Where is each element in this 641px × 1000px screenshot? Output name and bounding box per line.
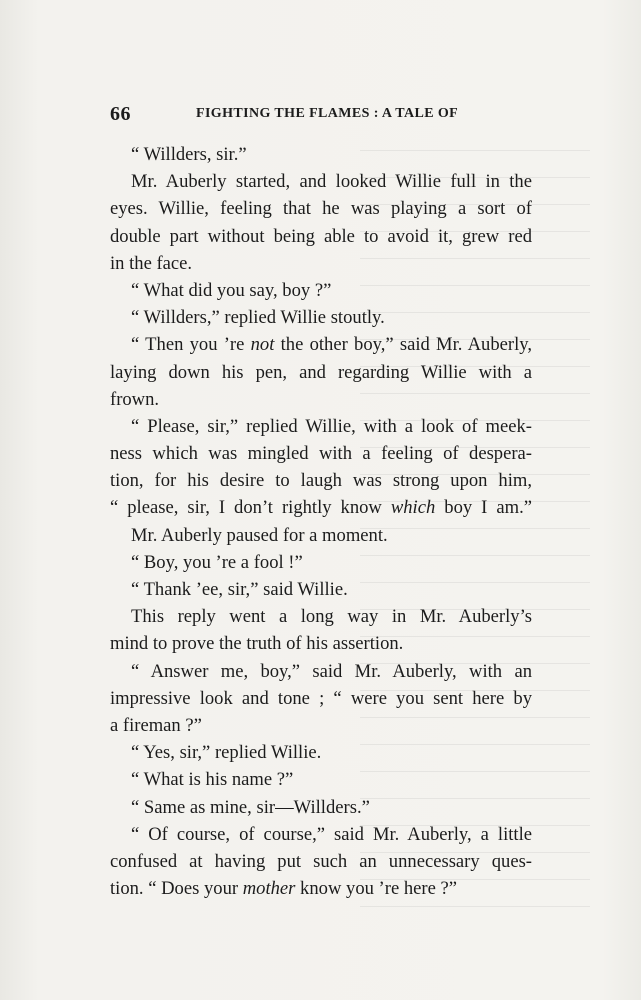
text-line: “ Same as mine, sir—Willders.”	[131, 796, 370, 818]
text-line: tion, for his desire to laugh was strong upon him,	[110, 470, 532, 492]
emphasis: which	[390, 497, 436, 519]
text-line: “ Boy, you ’re a fool !”	[131, 551, 303, 573]
text-line: “ Of course, of course,” said Mr. Auberly, a little	[131, 823, 532, 845]
text-line: mind to prove the truth of his assertion.	[110, 633, 404, 655]
text-line: a fireman ?”	[110, 714, 202, 736]
text-line: confused at having put such an unnecessary ques-	[110, 850, 532, 872]
text-line: impressive look and tone ; “ were you sent here by	[110, 687, 532, 709]
text-line: This reply went a long way in Mr. Auberly’s	[131, 606, 532, 628]
page-number: 66	[110, 103, 131, 125]
text-line: “ Willders,” replied Willie stoutly.	[131, 307, 385, 329]
text-line: double part without being able to avoid it, grew red	[110, 225, 532, 247]
text-line: “ please, sir, I don’t rightly know which boy I am.”	[110, 497, 532, 519]
emphasis: not	[250, 334, 275, 356]
text-line: eyes. Willie, feeling that he was playing a sort of	[110, 198, 532, 220]
body-text	[110, 141, 532, 902]
text-line: “ What did you say, boy ?”	[131, 279, 332, 301]
text-line: “ Please, sir,” replied Willie, with a look of meek-	[131, 415, 532, 437]
text-line: Mr. Auberly started, and looked Willie full in the	[131, 171, 532, 193]
page-header	[110, 103, 480, 127]
text-line: tion. “ Does your mother know you ’re here ?”	[110, 878, 457, 900]
text-line: “ Yes, sir,” replied Willie.	[131, 742, 322, 764]
text-line: “ Then you ’re not the other boy,” said Mr. Auberly,	[131, 334, 532, 356]
text-line: laying down his pen, and regarding Willie with a	[110, 361, 532, 383]
text-line: “ Answer me, boy,” said Mr. Auberly, with an	[131, 660, 532, 682]
text-line: ness which was mingled with a feeling of despera-	[110, 443, 532, 465]
text-line: frown.	[110, 388, 160, 410]
running-title: FIGHTING THE FLAMES : A TALE OF	[196, 106, 459, 121]
text-line: “ Thank ’ee, sir,” said Willie.	[131, 579, 348, 600]
text-line: Mr. Auberly paused for a moment.	[131, 524, 388, 546]
emphasis: mother	[242, 878, 296, 900]
text-line: “ Willders, sir.”	[131, 144, 247, 165]
text-line: in the face.	[110, 252, 193, 274]
text-line: “ What is his name ?”	[131, 769, 294, 791]
